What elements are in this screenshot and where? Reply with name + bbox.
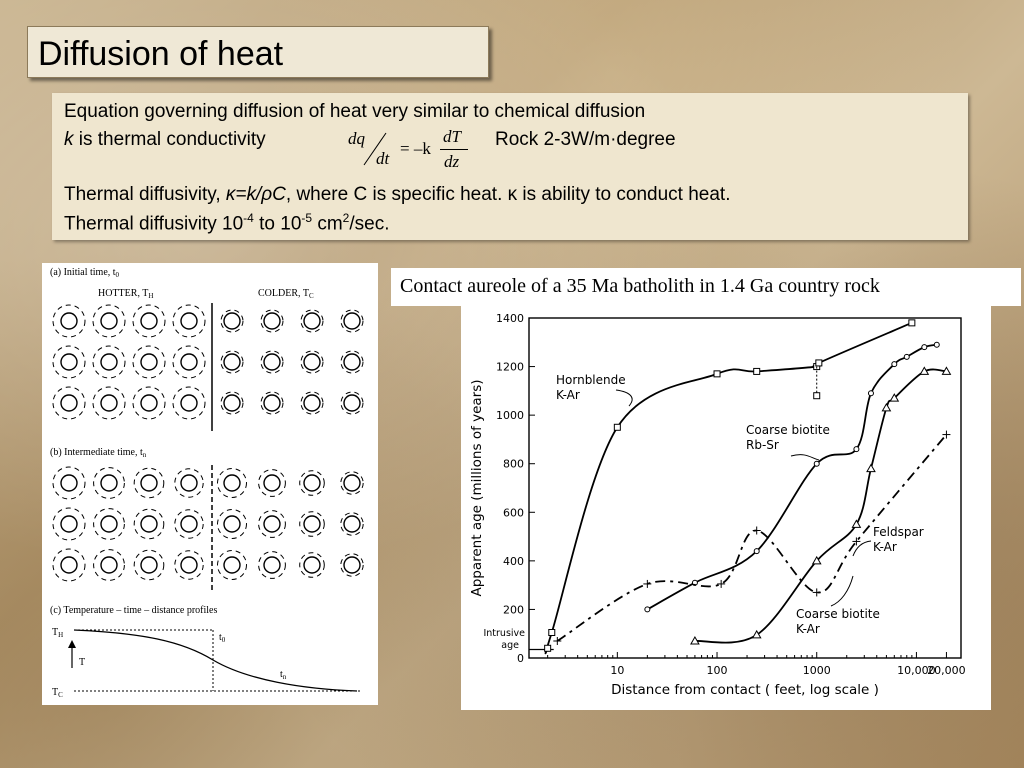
label-arrow-2 (853, 541, 871, 556)
cold-atom (264, 475, 280, 491)
y-tick-label: 400 (503, 554, 524, 568)
y-tick-label: 1400 (496, 312, 524, 325)
tn-label: $t_n$ (280, 669, 287, 681)
hot-atom (141, 354, 157, 370)
hot-atom (181, 516, 197, 532)
hot-atom-vibration (53, 508, 85, 540)
label-arrow-0 (616, 390, 632, 406)
hot-atom (141, 395, 157, 411)
intrusive-age-label: Intrusive (483, 628, 525, 639)
hot-atom-vibration (175, 469, 203, 497)
hot-atom-vibration (134, 468, 164, 498)
hot-atom (181, 475, 197, 491)
hot-atom-vibration (53, 387, 85, 419)
intrusive-age-label-2: age (501, 640, 519, 651)
notes-line-2: k is thermal conductivity (64, 129, 266, 150)
cold-atom-vibration (259, 470, 286, 497)
notes-line-1: Equation governing diffusion of heat very similar to chemical diffusion (64, 101, 646, 122)
label-arrow-3 (831, 576, 853, 606)
hot-atom (181, 557, 197, 573)
data-point-circle (754, 549, 759, 554)
t-arrow-head (68, 640, 76, 648)
hot-atom (181, 395, 197, 411)
cold-atom (224, 557, 240, 573)
y-tick-label: 1000 (496, 409, 524, 423)
hot-atom-vibration (133, 346, 165, 378)
series-label-3-line2: K-Ar (796, 622, 820, 636)
figure-caption-box (391, 268, 1021, 306)
cold-atom (304, 475, 320, 491)
notes-line-4: Thermal diffusivity $10^{-4}$ to $10^{-5}$ $cm^2/\sec$. (64, 211, 390, 235)
hot-atom-vibration (175, 510, 203, 538)
t-axis-label: T (79, 657, 86, 668)
data-point-square (754, 368, 760, 374)
hot-atom (181, 313, 197, 329)
hot-atom-vibration (134, 509, 164, 539)
cold-atom-vibration (259, 552, 286, 579)
data-point-circle (854, 447, 859, 452)
cold-atom-vibration (218, 551, 247, 580)
x-tick-label: 10,000 (897, 664, 936, 677)
y-tick-label: 1200 (496, 360, 524, 374)
hot-atom-vibration (53, 305, 85, 337)
cold-atom (224, 354, 240, 370)
data-point-square (714, 371, 720, 377)
age-chart-panel (461, 306, 991, 710)
cold-atom (264, 354, 280, 370)
slide-title-box (27, 26, 489, 78)
panel-c-label: (c) Temperature – time – distance profiles (50, 605, 218, 616)
series-label-1-line2: Rb-Sr (746, 438, 779, 452)
colder-label: COLDER, $T_C$ (258, 288, 314, 300)
hot-atom (61, 475, 77, 491)
hot-atom-vibration (94, 468, 125, 499)
hot-atom-vibration (134, 550, 164, 580)
cold-atom (304, 313, 320, 329)
diffusion-diagram (42, 263, 378, 705)
hot-atom-vibration (53, 549, 85, 581)
data-point-circle (904, 354, 909, 359)
series-label-1: Coarse biotite (746, 423, 830, 437)
cold-atom-vibration (218, 510, 247, 539)
hot-atom (101, 557, 117, 573)
series-label-0: Hornblende (556, 373, 626, 387)
data-point-triangle (852, 520, 860, 527)
chart-labels (556, 373, 924, 636)
hot-atom-vibration (93, 305, 125, 337)
cold-atom (304, 395, 320, 411)
y-tick-label: 0 (517, 652, 524, 665)
figure-caption: Contact aureole of a 35 Ma batholith in 1.4 Ga country rock (400, 275, 880, 297)
hot-atom-vibration (175, 551, 203, 579)
hot-atom-vibration (173, 305, 205, 337)
cold-atom (344, 354, 360, 370)
data-point-square (816, 360, 822, 366)
data-point-circle (868, 391, 873, 396)
label-arrow-1 (791, 455, 819, 460)
cold-atom (344, 516, 360, 532)
cold-atom (224, 516, 240, 532)
data-point-triangle (882, 404, 890, 411)
series-label-2-line2: K-Ar (873, 540, 897, 554)
hot-atom (101, 395, 117, 411)
hot-atom (61, 557, 77, 573)
hot-atom (101, 313, 117, 329)
x-tick-label: 10 (610, 664, 625, 677)
panel-a-label: (a) Initial time, $t_0$ (50, 267, 120, 279)
series-label-3: Coarse biotite (796, 607, 880, 621)
hot-atom (61, 516, 77, 532)
hot-atom-vibration (94, 550, 125, 581)
cold-atom (344, 557, 360, 573)
cold-atom (264, 516, 280, 532)
y-tick-label: 200 (503, 603, 524, 617)
hot-atom (101, 475, 117, 491)
hot-atom-vibration (53, 346, 85, 378)
hot-atom-vibration (173, 346, 205, 378)
th-label: $T_H$ (52, 627, 64, 639)
hot-atom-vibration (53, 467, 85, 499)
data-point-circle (934, 342, 939, 347)
series-line-3 (695, 369, 947, 642)
chart-series (545, 320, 951, 654)
hot-atom (61, 395, 77, 411)
panel-b-label: (b) Intermediate time, $t_n$ (50, 447, 147, 459)
cold-atom-vibration (218, 469, 247, 498)
hot-atom (141, 516, 157, 532)
hot-atom (61, 354, 77, 370)
hotter-label: HOTTER, $T_H$ (98, 288, 154, 300)
data-point-square (545, 645, 551, 651)
hot-atom (101, 354, 117, 370)
hot-atom (181, 354, 197, 370)
x-axis-label: Distance from contact ( feet, log scale ) (611, 682, 879, 698)
slide-title: Diffusion of heat (38, 35, 284, 73)
cold-atom (224, 313, 240, 329)
plot-frame (529, 318, 961, 658)
hot-atom-vibration (93, 387, 125, 419)
data-point-square (814, 393, 820, 399)
hot-atom (141, 557, 157, 573)
cold-atom-vibration (259, 511, 286, 538)
y-tick-label: 800 (503, 457, 524, 471)
data-point-circle (922, 345, 927, 350)
data-point-circle (814, 461, 819, 466)
age-chart-svg (461, 306, 991, 710)
cold-atom (224, 395, 240, 411)
cold-atom (344, 395, 360, 411)
cold-atom (264, 313, 280, 329)
cold-atom (344, 313, 360, 329)
heat-equation: dq dt = –k dT dz (348, 127, 478, 177)
t0-label: $t_0$ (219, 632, 226, 644)
data-point-square (909, 320, 915, 326)
data-point-triangle (867, 465, 875, 472)
rock-conductivity: Rock 2-3W/m·degree (495, 129, 676, 150)
data-point-circle (645, 607, 650, 612)
data-point-circle (892, 362, 897, 367)
series-label-0-line2: K-Ar (556, 388, 580, 402)
diffusion-diagram-svg (42, 263, 378, 705)
series-label-2: Feldspar (873, 525, 924, 539)
hot-atom-vibration (173, 387, 205, 419)
hot-atom-vibration (133, 387, 165, 419)
y-tick-label: 600 (503, 506, 524, 520)
tn-profile-curve (74, 630, 357, 691)
hot-atom (141, 313, 157, 329)
cold-atom (264, 557, 280, 573)
y-axis-label: Apparent age (millions of years) (469, 379, 485, 597)
data-point-square (614, 424, 620, 430)
atom-grid-intermediate (53, 467, 363, 581)
hot-atom (101, 516, 117, 532)
hot-atom-vibration (94, 509, 125, 540)
hot-atom-vibration (93, 346, 125, 378)
notes-box (52, 93, 968, 240)
hot-atom-vibration (133, 305, 165, 337)
atom-grid-initial (53, 305, 363, 419)
cold-atom (304, 516, 320, 532)
cold-atom (224, 475, 240, 491)
cold-atom (304, 354, 320, 370)
cold-atom (264, 395, 280, 411)
x-tick-label: 20,000 (927, 664, 966, 677)
notes-line-3: Thermal diffusivity, κ=k/ρC, where C is specific heat. κ is ability to conduct heat. (64, 184, 731, 205)
cold-atom (304, 557, 320, 573)
hot-atom (141, 475, 157, 491)
x-tick-label: 100 (706, 664, 728, 677)
tc-label: $T_C$ (52, 687, 63, 699)
cold-atom (344, 475, 360, 491)
x-tick-label: 1000 (802, 664, 831, 677)
data-point-square (549, 630, 555, 636)
hot-atom (61, 313, 77, 329)
chart-axes (469, 312, 966, 698)
